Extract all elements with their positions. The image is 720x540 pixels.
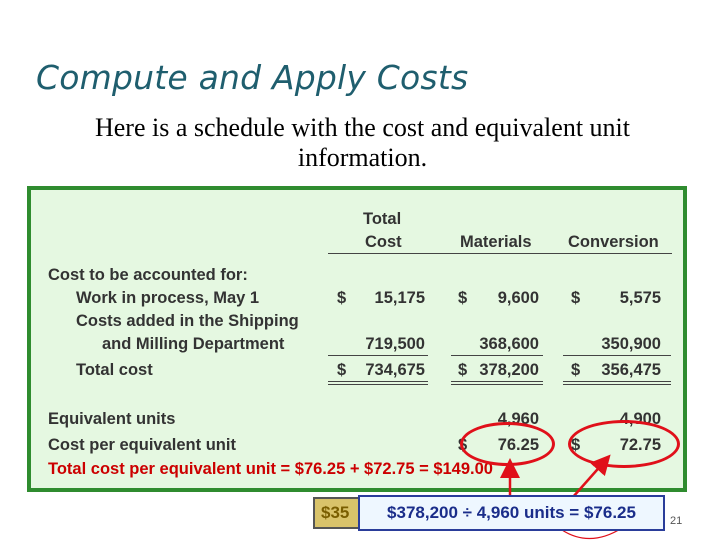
header-materials: Materials — [460, 233, 532, 251]
header-total-line2: Cost — [365, 233, 402, 251]
dollar-sign: $ — [571, 361, 581, 379]
materials-value: 9,600 — [497, 289, 539, 307]
total-cost-value: 719,500 — [365, 335, 425, 353]
total-cost-value: 15,175 — [374, 289, 425, 307]
conversion-value: 5,575 — [619, 289, 661, 307]
total-cost-per-unit-text: Total cost per equivalent unit = $76.25 + $72.75 = $14 — [48, 460, 461, 478]
dollar-sign: $ — [571, 289, 581, 307]
dollar-sign: $ — [571, 436, 581, 454]
equivalent-units-label: Equivalent units — [48, 410, 176, 428]
row-label: Work in process, May 1 — [76, 289, 260, 307]
total-cost-value: 734,675 — [365, 361, 425, 379]
equivalent-units-conversion: 4,900 — [619, 410, 661, 428]
dollar-sign: $ — [458, 361, 468, 379]
slide-title: Compute and Apply Costs — [36, 58, 469, 97]
conversion-value: 356,475 — [601, 361, 661, 379]
materials-calculation-callout: $378,200 ÷ 4,960 units = $76.25 — [358, 495, 665, 531]
cost-per-unit-label: Cost per equivalent unit — [48, 436, 236, 454]
dollar-sign: $ — [337, 289, 347, 307]
equivalent-units-materials: 4,960 — [497, 410, 539, 428]
total-cost-per-unit-text-tail: 9.00 — [460, 460, 493, 478]
dollar-sign: $ — [458, 289, 468, 307]
cost-per-unit-materials: 76.25 — [497, 436, 539, 454]
row-label: Costs added in the Shipping — [76, 312, 299, 330]
hidden-callout-box: $35 — [313, 497, 369, 529]
materials-value: 378,200 — [479, 361, 539, 379]
header-conversion: Conversion — [568, 233, 659, 251]
materials-value: 368,600 — [479, 335, 539, 353]
cost-per-unit-conversion: 72.75 — [619, 436, 661, 454]
dollar-sign: $ — [337, 361, 347, 379]
slide-subtitle: Here is a schedule with the cost and equivalent unit information. — [94, 113, 630, 172]
row-label: Total cost — [76, 361, 153, 379]
row-label-continued: and Milling Department — [102, 335, 285, 353]
conversion-arrow — [573, 462, 604, 497]
conversion-value: 350,900 — [601, 335, 661, 353]
page-number: 21 — [670, 515, 683, 527]
dollar-sign: $ — [458, 436, 468, 454]
section-label: Cost to be accounted for: — [48, 266, 248, 284]
header-total-line1: Total — [363, 210, 402, 228]
